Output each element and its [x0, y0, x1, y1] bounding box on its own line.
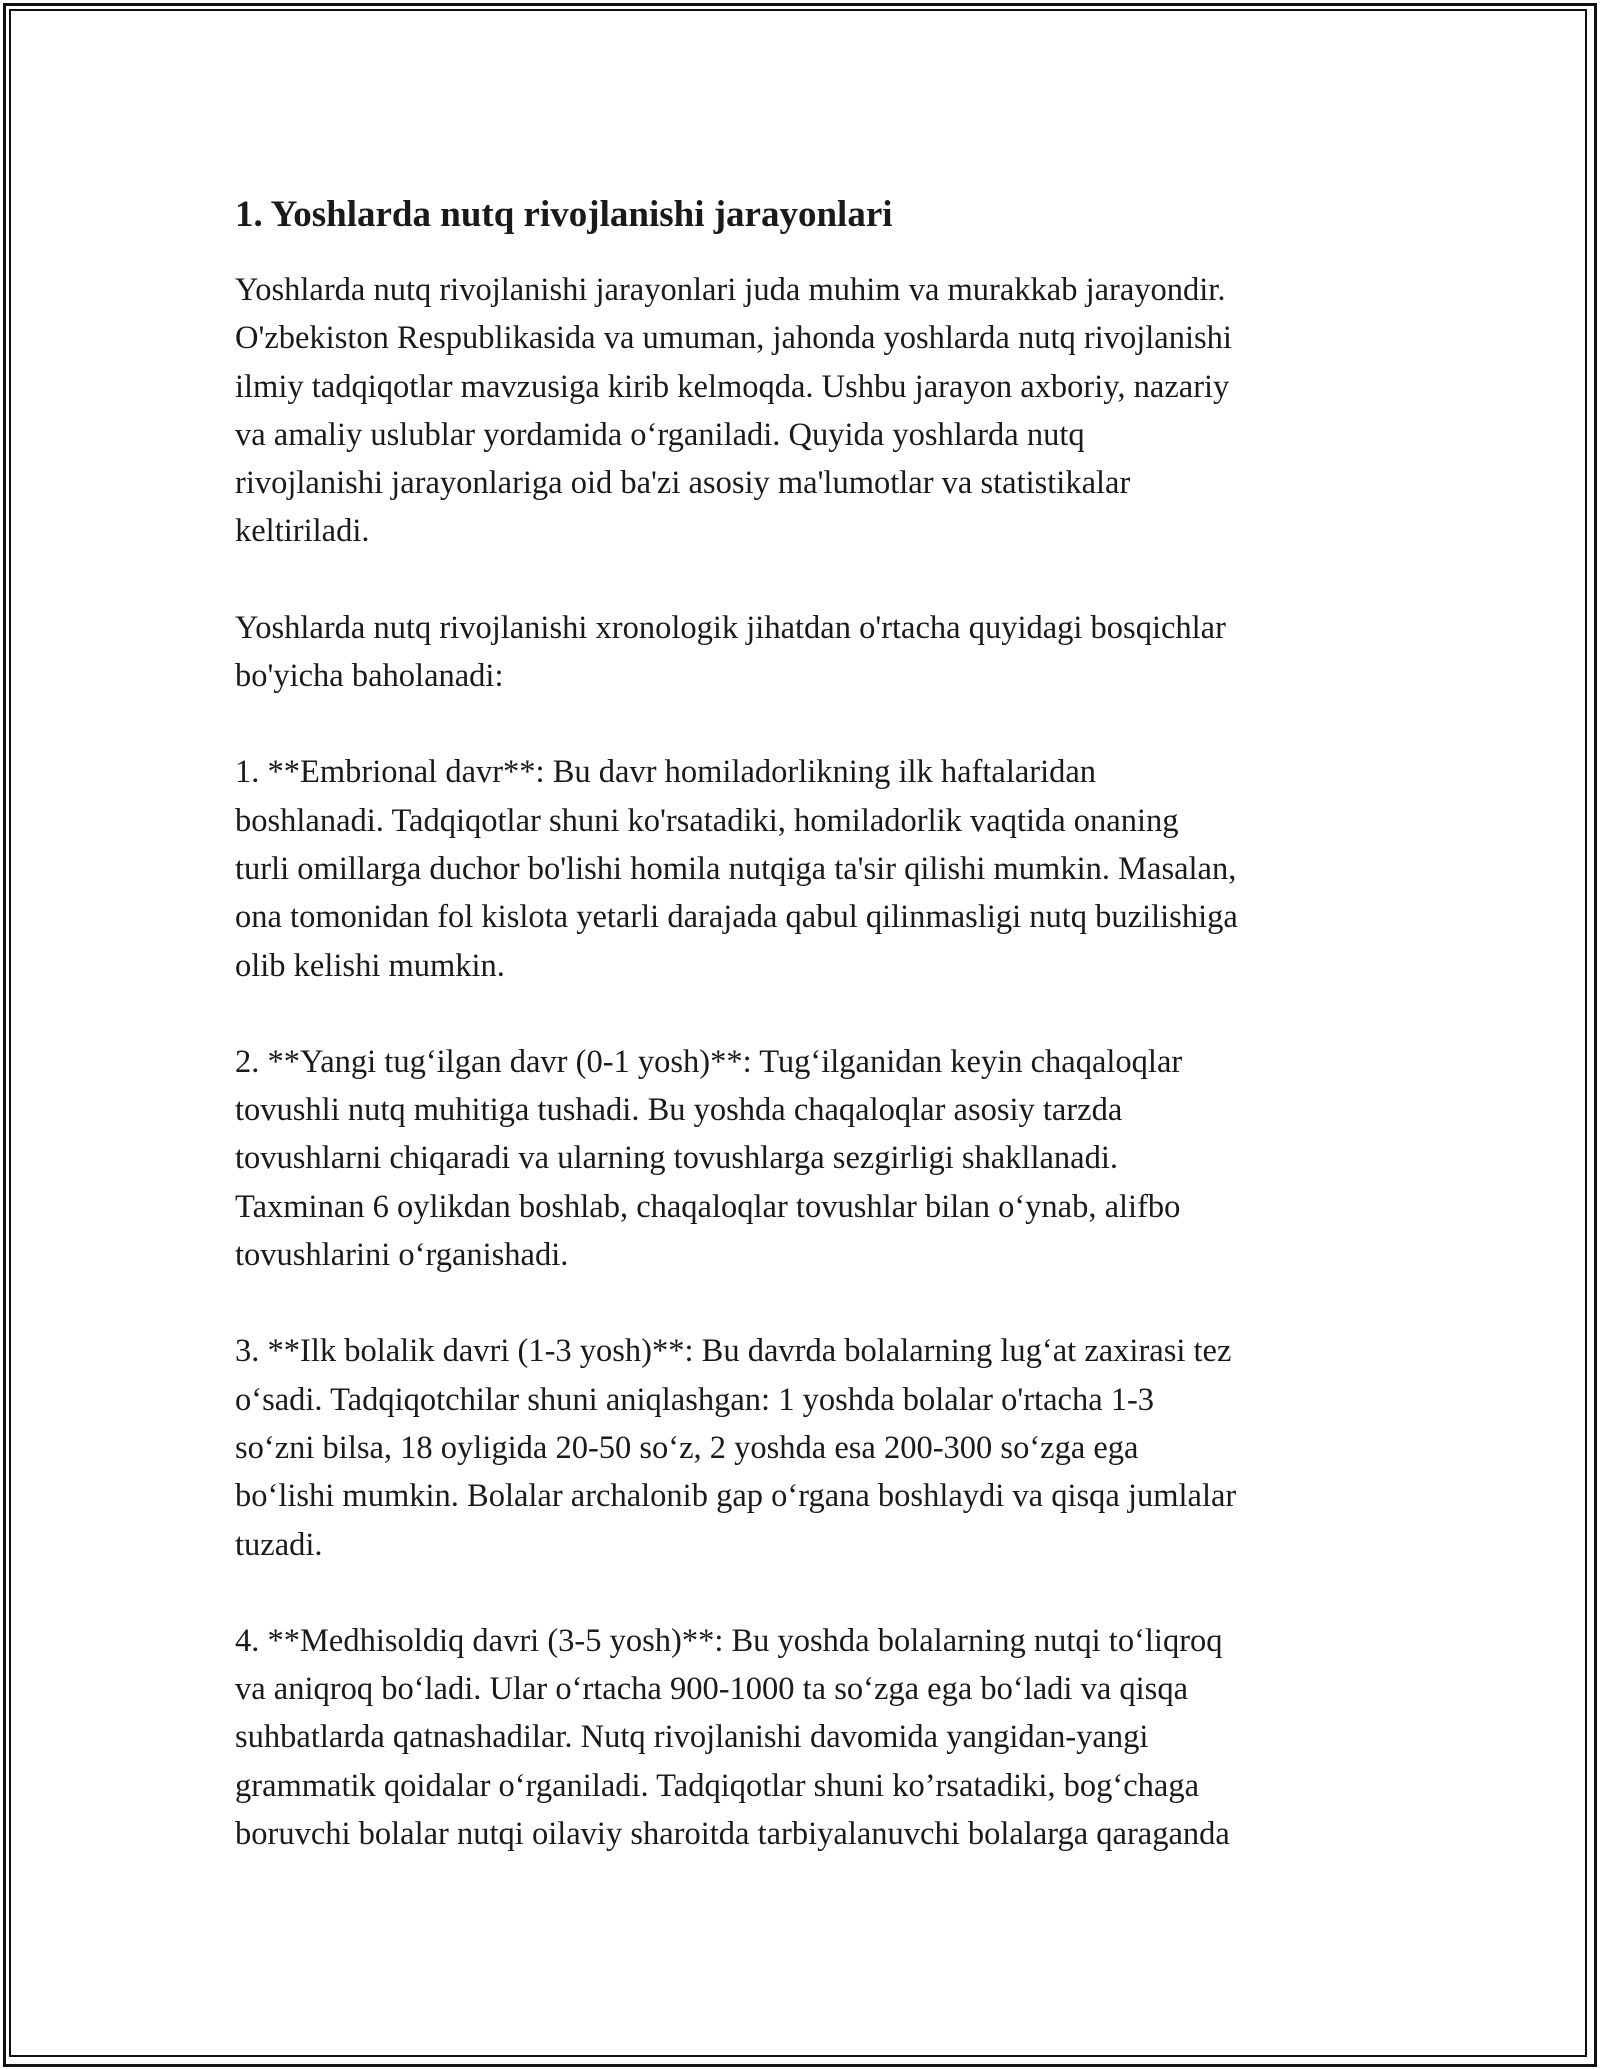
text-line: turli omillarga duchor bo'lishi homila nutqiga ta'sir qilishi mumkin. Masalan,	[235, 850, 1237, 887]
text-line: rivojlanishi jarayonlariga oid ba'zi asosiy ma'lumotlar va statistikalar	[235, 465, 1131, 502]
text-line: boshlanadi. Tadqiqotlar shuni ko'rsatadiki, homiladorlik vaqtida onaning	[235, 802, 1179, 839]
text-line: tuzadi.	[235, 1526, 323, 1563]
text-line: tovushli nutq muhitiga tushadi. Bu yoshda chaqaloqlar asosiy tarzda	[235, 1092, 1123, 1129]
text-line: o‘sadi. Tadqiqotchilar shuni aniqlashgan: 1 yoshda bolalar o'rtacha 1-3	[235, 1381, 1155, 1418]
stage-1-paragraph	[235, 748, 1375, 989]
stage-2-paragraph	[235, 1038, 1375, 1279]
text-line: 1. **Embrional davr**: Bu davr homiladorlikning ilk haftalaridan	[235, 754, 1097, 791]
text-line: tovushlarini o‘rganishadi.	[235, 1237, 569, 1274]
document-body	[235, 186, 1375, 1906]
text-line: 4. **Medhisoldiq davri (3-5 yosh)**: Bu yoshda bolalarning nutqi to‘liqroq	[235, 1622, 1223, 1659]
stage-4-paragraph	[235, 1617, 1375, 1858]
text-line: Yoshlarda nutq rivojlanishi jarayonlari juda muhim va murakkab jarayondir.	[235, 272, 1226, 308]
text-line: Taxminan 6 oylikdan boshlab, chaqaloqlar tovushlar bilan o‘ynab, alifbo	[235, 1188, 1181, 1225]
text-line: keltiriladi.	[235, 513, 370, 550]
text-line: olib kelishi mumkin.	[235, 947, 505, 984]
text-line: grammatik qoidalar o‘rganiladi. Tadqiqotlar shuni ko’rsatadiki, bog‘chaga	[235, 1767, 1200, 1804]
text-line: tovushlarni chiqaradi va ularning tovushlarga sezgirligi shakllanadi.	[235, 1140, 1118, 1177]
intro-paragraph	[235, 266, 1375, 556]
stage-3-paragraph	[235, 1327, 1375, 1568]
text-line: bo'yicha baholanadi:	[235, 658, 504, 695]
text-line: so‘zni bilsa, 18 oyligida 20-50 so‘z, 2 yoshda esa 200-300 so‘zga ega	[235, 1429, 1139, 1466]
text-line: ilmiy tadqiqotlar mavzusiga kirib kelmoqda. Ushbu jarayon axboriy, nazariy	[235, 368, 1230, 405]
text-line: Yoshlarda nutq rivojlanishi xronologik jihatdan o'rtacha quyidagi bosqichlar	[235, 609, 1226, 646]
text-line: 3. **Ilk bolalik davri (1-3 yosh)**: Bu davrda bolalarning lug‘at zaxirasi tez	[235, 1333, 1232, 1370]
text-line: ona tomonidan fol kislota yetarli darajada qabul qilinmasligi nutq buzilishiga	[235, 899, 1238, 936]
text-line: va amaliy uslublar yordamida o‘rganiladi. Quyida yoshlarda nutq	[235, 416, 1085, 453]
text-line: O'zbekiston Respublikasida va umuman, jahonda yoshlarda nutq rivojlanishi	[235, 320, 1232, 357]
section-heading: 1. Yoshlarda nutq rivojlanishi jarayonlari	[235, 194, 893, 235]
text-line: 2. **Yangi tug‘ilgan davr (0-1 yosh)**: Tug‘ilganidan keyin chaqaloqlar	[235, 1043, 1183, 1080]
text-line: suhbatlarda qatnashadilar. Nutq rivojlanishi davomida yangidan-yangi	[235, 1719, 1149, 1756]
text-line: va aniqroq bo‘ladi. Ular o‘rtacha 900-1000 ta so‘zga ega bo‘ladi va qisqa	[235, 1671, 1188, 1708]
text-line: boruvchi bolalar nutqi oilaviy sharoitda tarbiyalanuvchi bolalarga qaraganda	[235, 1816, 1230, 1853]
text-line: bo‘lishi mumkin. Bolalar archalonib gap o‘rgana boshlaydi va qisqa jumlalar	[235, 1478, 1237, 1515]
stages-intro-paragraph	[235, 604, 1375, 701]
